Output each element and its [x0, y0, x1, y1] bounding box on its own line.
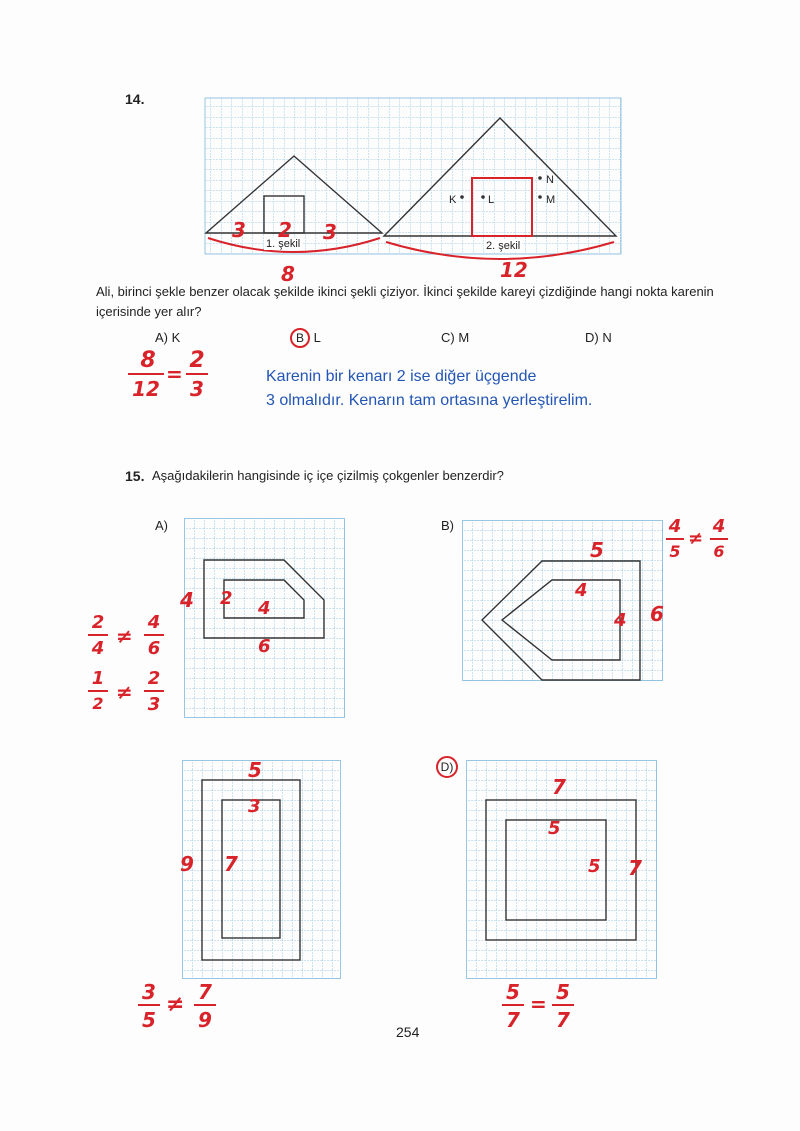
d-outer-side-note: 7 — [628, 856, 642, 880]
d-inner-side-note: 5 — [588, 856, 601, 877]
ratio-denominator: 12 — [132, 377, 160, 401]
b-inner-side-note: 4 — [614, 610, 627, 631]
d-top-note: 7 — [552, 775, 566, 799]
b-outer-side-note: 6 — [650, 602, 664, 626]
ratio-result-bar — [186, 373, 208, 375]
q15-option-d-label[interactable]: D) — [436, 756, 458, 778]
q14-option-d[interactable]: D) N — [585, 330, 612, 345]
point-k-label: K — [449, 194, 457, 206]
question-14-text: Ali, birinci şekle benzer olacak şekilde ikinci şekli çiziyor. İkinci şekilde kareyi çizdiğinde hangi nokta karenin içerisinde yer alır? — [96, 284, 714, 319]
c-top-note: 5 — [248, 758, 262, 782]
c-outer-side-note: 9 — [180, 852, 194, 876]
c-inner-side-note: 7 — [224, 852, 238, 876]
q15-option-b-label[interactable]: B) — [441, 518, 454, 533]
d-inner-top-note: 5 — [548, 818, 561, 839]
point-l-label: L — [488, 194, 495, 206]
a-outer-side-note: 4 — [180, 588, 194, 612]
a-outer-bottom-note: 6 — [258, 636, 271, 657]
question-15-number: 15. — [125, 468, 145, 484]
a-inner-side-note: 2 — [220, 588, 233, 609]
point-n-label: N — [546, 174, 554, 186]
fig1-left-note: 3 — [232, 218, 246, 242]
ratio-result-num: 2 — [189, 348, 205, 373]
q14-option-b[interactable] — [290, 328, 321, 348]
fig1-right-note: 3 — [323, 220, 337, 244]
q14-option-c[interactable]: C) M — [441, 330, 470, 345]
q15-grid-b — [462, 520, 664, 682]
q15-option-a-label[interactable]: A) — [155, 518, 168, 533]
ratio-result-den: 3 — [190, 377, 204, 401]
worksheet-page: 14. 1. şekil 2. şekil K L M N 3 2 3 8 12 Ali, birinci şekle benzer olacak şekilde ikinci şekli çiziyor. İkinci şekilde kareyi çizdiğinde hangi nokta karenin içerisinde yer alır? A) K B L C) M D) N 8 12 = 2 3 Karenin bir kenarı 2 ise diğer üçgende 3 olmalıdır. Kenarın tam ortasına yerleştirelim. 15. Aşağıdakilerin hangisinde iç içe çizilmiş çokgenler benzerdir? A) B) D) 4 2 4 6 2 4 ≠ 4 6 1 2 ≠ 2 3 5 4 4 6 4 5 ≠ 4 6 5 3 9 7 3 5 ≠ 7 9 7 5 5 7 5 7 = 5 7 254 — [0, 0, 800, 1131]
b-inner-top-note: 4 — [575, 580, 588, 601]
explanation-line-2: 3 olmalıdır. Kenarın tam ortasına yerleştirelim. — [266, 392, 593, 409]
q15-grid-c — [182, 760, 342, 980]
question-14-number: 14. — [125, 91, 145, 107]
option-b-circle: B — [290, 328, 310, 348]
ratio-equals: = — [166, 362, 183, 386]
fig1-mid-note: 2 — [278, 218, 292, 242]
ratio-bar — [128, 373, 164, 375]
point-m-label: M — [546, 194, 556, 206]
option-b-text: L — [313, 330, 321, 345]
fig2-base-note: 12 — [500, 258, 528, 282]
figure-1-label: 1. şekil — [266, 238, 301, 250]
q14-option-a[interactable]: A) K — [155, 330, 181, 345]
c-inner-top-note: 3 — [248, 796, 261, 817]
figure-2-label: 2. şekil — [486, 240, 521, 252]
b-top-note: 5 — [590, 538, 604, 562]
a-inner-top-note: 4 — [258, 598, 271, 619]
ratio-numerator: 8 — [140, 348, 156, 373]
page-number: 254 — [396, 1024, 420, 1040]
explanation-line-1: Karenin bir kenarı 2 ise diğer üçgende — [266, 368, 537, 385]
fig1-base-note: 8 — [281, 262, 295, 286]
question-15-text: Aşağıdakilerin hangisinde iç içe çizilmiş çokgenler benzerdir? — [152, 468, 504, 483]
